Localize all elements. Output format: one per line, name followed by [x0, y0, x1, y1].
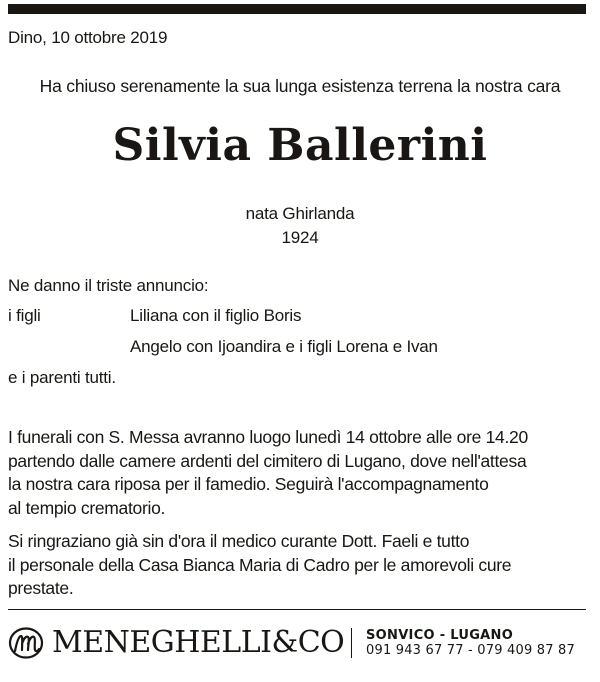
relation-label: i figli — [8, 306, 41, 325]
relatives-line: e i parenti tutti. — [8, 368, 116, 387]
funeral-home-name: MENEGHELLI&CO — [52, 625, 345, 660]
announcement-lead: Ne danno il triste annuncio: — [8, 276, 209, 295]
child-entry: Liliana con il figlio Boris — [130, 306, 302, 325]
funeral-home-logo-icon — [8, 626, 44, 660]
birth-year: 1924 — [281, 228, 319, 247]
footer-rule — [8, 609, 586, 610]
birth-name: nata Ghirlanda — [245, 204, 355, 223]
funeral-home-phones: 091 943 67 77 - 079 409 87 87 — [366, 643, 575, 658]
funeral-home-location: SONVICO - LUGANO — [366, 628, 514, 643]
child-entry: Angelo con Ijoandira e i figli Lorena e Ivan — [130, 337, 438, 356]
funeral-paragraph: I funerali con S. Messa avranno luogo lunedì 14 ottobre alle ore 14.20 partendo dalle camere ardenti del cimitero di Lugano, dove nell'attesa la nostra cara riposa per il famedio. Seguirà l'accompagnamento al tempio crematorio. — [8, 427, 528, 518]
top-rule — [8, 4, 586, 14]
thanks-paragraph: Si ringraziano già sin d'ora il medico curante Dott. Faeli e tutto il personale della Casa Bianca Maria di Cadro per le amorevoli cure prestate. — [8, 531, 512, 598]
deceased-name: Silvia Ballerini — [112, 120, 488, 171]
place-date: Dino, 10 ottobre 2019 — [8, 28, 168, 47]
intro-text: Ha chiuso serenamente la sua lunga esistenza terrena la nostra cara — [39, 76, 561, 96]
footer-separator — [351, 628, 352, 658]
